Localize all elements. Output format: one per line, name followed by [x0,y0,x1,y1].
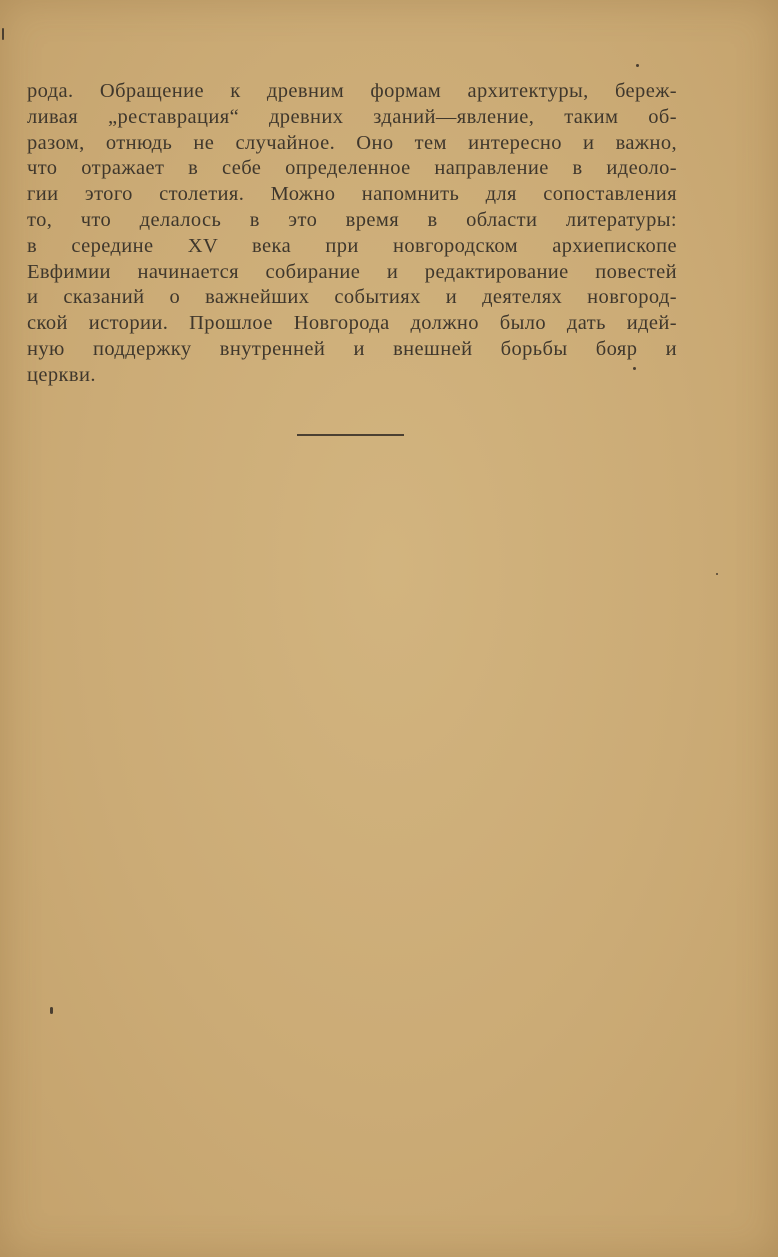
paragraph-line: ливая „реставрация“ древних зданий—явление, таким об- [27,105,677,128]
paragraph-line: ную поддержку внутренней и внешней борьбы бояр и [27,337,677,360]
paper-speck [633,367,636,370]
paragraph-line: то, что делалось в это время в области литературы: [27,208,677,231]
section-end-rule [297,434,404,436]
paper-speck [636,64,639,67]
paragraph-line: в середине XV века при новгородском архиепископе [27,234,677,257]
paragraph-line: ской истории. Прошлое Новгорода должно было дать идей- [27,312,677,335]
paper-speck [50,1007,53,1014]
paragraph-line: церкви. [27,363,96,386]
paragraph-line: Евфимии начинается собирание и редактирование повестей [27,260,677,283]
paper-speck [716,573,718,575]
body-paragraph [27,79,677,389]
paragraph-line: рода. Обращение к древним формам архитектуры, береж- [27,80,677,102]
paragraph-line: что отражает в себе определенное направление в идеоло- [27,157,677,180]
paragraph-line: и сказаний о важнейших событиях и деятелях новгород- [27,286,677,309]
paragraph-line: разом, отнюдь не случайное. Оно тем интересно и важно, [27,131,677,154]
paper-speck [2,28,4,40]
paragraph-line: гии этого столетия. Можно напомнить для сопоставления [27,183,677,206]
